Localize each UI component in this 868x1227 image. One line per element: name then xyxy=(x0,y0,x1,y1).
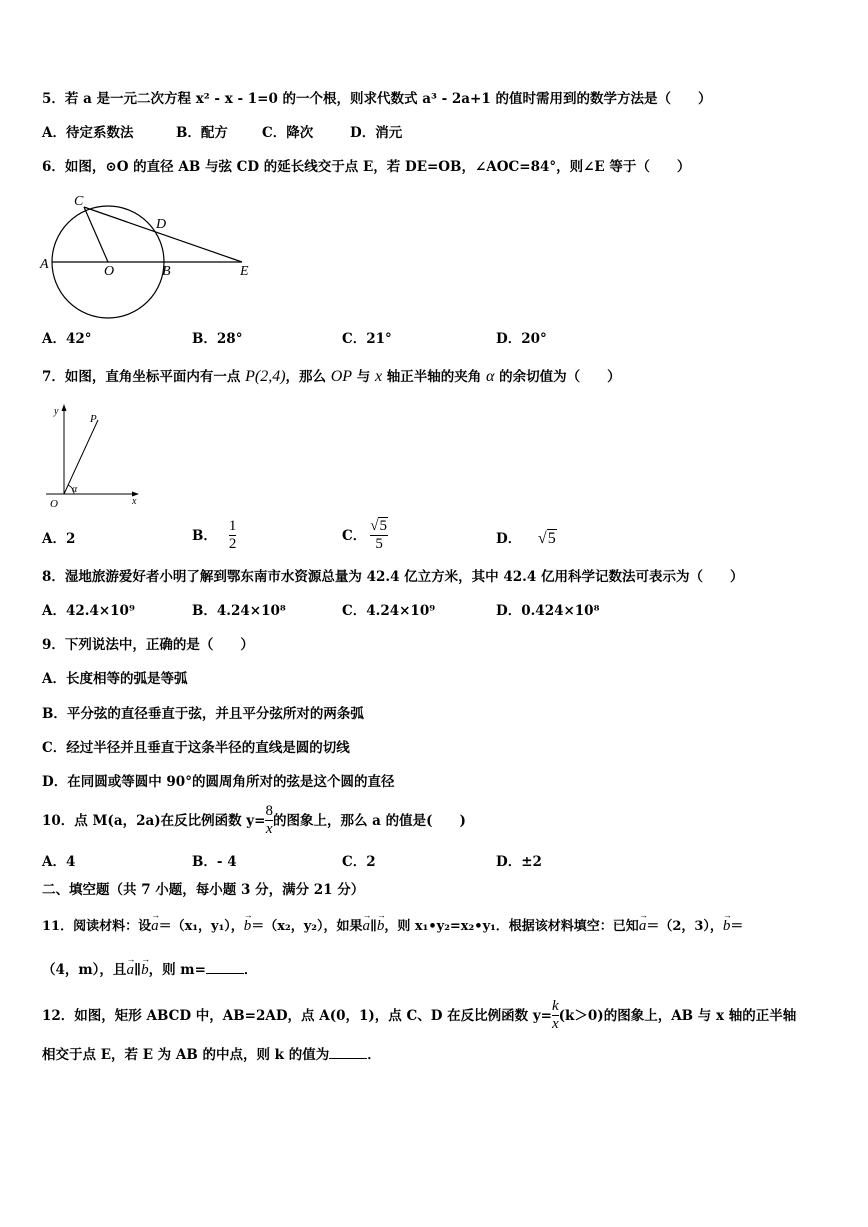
q10-stem xyxy=(42,803,466,838)
q6-option-c: C．21° xyxy=(342,331,392,347)
section-2-heading: 二、填空题（共 7 小题，每小题 3 分，满分 21 分） xyxy=(42,882,365,898)
q8-option-b: B．4.24×10⁸ xyxy=(192,603,286,619)
q11-parallel-2: ∥ xyxy=(133,962,142,978)
q6-label-e: E xyxy=(240,264,249,279)
q11-p1: 11．阅读材料：设 xyxy=(42,919,152,934)
q11-vector-a-4: → a xyxy=(126,961,134,979)
q7-option-c-label: C． xyxy=(342,527,367,544)
q8-option-c: C．4.24×10⁹ xyxy=(342,603,436,619)
q6-stem: 6．如图，⊙O 的直径 AB 与弦 CD 的延长线交于点 E，若 DE=OB，∠AOC=84°，则∠E 等于（ ） xyxy=(42,159,691,175)
q7-stem-mid1: ，那么 xyxy=(285,369,327,385)
q6-label-b: B xyxy=(162,264,171,279)
q7-option-c-num: √5 xyxy=(370,518,387,534)
q12-line1-suffix: (k＞0)的图象上，AB 与 x 轴的正半轴 xyxy=(558,1007,797,1024)
q10-stem-suffix: 的图象上，那么 a 的值是( ) xyxy=(272,812,466,829)
q6-circle-figure xyxy=(36,190,266,320)
q9-option-b: B．平分弦的直径垂直于弦，并且平分弦所对的两条弧 xyxy=(42,706,364,722)
q7-option-d-sqrt: √5 xyxy=(537,530,556,547)
q7-option-b xyxy=(192,518,236,553)
q11-line2-p1: （4，m），且 xyxy=(42,962,127,978)
q6-line-oc xyxy=(84,207,108,262)
q11-vector-b: → b xyxy=(244,917,252,935)
q12-line-1 xyxy=(42,998,796,1033)
q11-vector-b-4: → b xyxy=(141,961,149,979)
q7-option-c-den: 5 xyxy=(375,536,383,552)
q5-option-c: C．降次 xyxy=(262,125,314,141)
q11-line2-end: ． xyxy=(243,962,258,978)
q7-label-y: y xyxy=(54,406,59,417)
q7-stem-mid2: 与 xyxy=(356,369,371,385)
q11-p6: ＝（2，3）， xyxy=(646,919,723,934)
q7-option-a: A．2 xyxy=(42,531,76,547)
q7-point: P(2,4) xyxy=(245,368,286,385)
q6-option-a: A．42° xyxy=(42,331,92,347)
q12-frac-den: x xyxy=(552,1016,559,1032)
q7-option-c xyxy=(342,518,388,553)
q12-line1-prefix: 12．如图，矩形 ABCD 中，AB=2AD，点 A(0，1)，点 C、D 在反比例函数 y= xyxy=(42,1007,552,1024)
q7-option-d xyxy=(496,530,557,548)
q10-stem-prefix: 10．点 M(a，2a)在反比例函数 y= xyxy=(42,812,266,829)
q5-option-d: D．消元 xyxy=(350,125,403,141)
q5-option-a: A．待定系数法 xyxy=(42,125,134,141)
q7-stem-prefix: 7．如图，直角坐标平面内有一点 xyxy=(42,369,241,385)
q7-stem xyxy=(42,368,621,386)
q11-answer-blank[interactable] xyxy=(206,961,244,974)
q9-option-a: A．长度相等的弧是等弧 xyxy=(42,671,188,687)
q9-stem: 9．下列说法中，正确的是（ ） xyxy=(42,637,254,653)
q7-option-b-fraction xyxy=(229,518,237,553)
q6-option-b: B．28° xyxy=(192,331,243,347)
q7-option-b-num: 1 xyxy=(228,518,237,534)
q11-vector-a: → a xyxy=(151,917,159,935)
q9-option-c: C．经过半径并且垂直于这条半径的直线是圆的切线 xyxy=(42,740,350,756)
q7-label-x: x xyxy=(132,496,137,507)
q12-fraction xyxy=(552,998,559,1033)
q11-p5: ，则 x₁•y₂=x₂•y₁．根据该材料填空：已知 xyxy=(384,919,639,934)
q11-vector-a-3: → a xyxy=(639,917,647,935)
q7-stem-suffix: 的余切值为（ ） xyxy=(499,369,621,385)
q10-fraction xyxy=(265,803,273,838)
q7-option-b-label: B． xyxy=(192,527,217,544)
q11-line-1 xyxy=(42,917,743,936)
q7-stem-mid3: 轴正半轴的夹角 xyxy=(386,369,482,385)
q10-option-a: A．4 xyxy=(42,854,76,870)
q7-x: x xyxy=(374,368,383,385)
q12-answer-blank[interactable] xyxy=(329,1046,367,1059)
q7-y-arrow xyxy=(62,404,67,411)
q11-vector-a-2: → a xyxy=(363,917,371,935)
q12-line2-end: ． xyxy=(367,1047,381,1063)
q6-label-a: A xyxy=(40,257,49,272)
q11-p2: ＝（x₁，y₁）， xyxy=(158,919,244,934)
q10-frac-num: 8 xyxy=(265,803,273,819)
q10-frac-den: x xyxy=(265,821,273,837)
q12-line-2 xyxy=(42,1046,381,1064)
q7-option-d-label: D． xyxy=(496,531,522,547)
q11-line2-p3: ，则 m= xyxy=(148,962,206,978)
q11-parallel: ∥ xyxy=(370,919,377,934)
q6-label-c: C xyxy=(74,194,84,209)
q12-frac-num: k xyxy=(552,998,559,1014)
q11-p7: ＝ xyxy=(730,919,744,934)
q10-option-d: D．±2 xyxy=(496,854,542,870)
q11-vector-b-2: → b xyxy=(377,917,385,935)
q6-label-d: D xyxy=(156,217,167,232)
q12-line2-text: 相交于点 E，若 E 为 AB 的中点，则 k 的值为 xyxy=(42,1047,330,1063)
q7-label-p: P xyxy=(90,413,97,425)
q11-line-2 xyxy=(42,961,257,979)
q7-option-c-fraction xyxy=(370,518,388,553)
q7-alpha: α xyxy=(486,368,495,385)
q7-option-b-den: 2 xyxy=(228,536,237,552)
q8-option-a: A．42.4×10⁹ xyxy=(42,603,135,619)
q5-stem: 5．若 a 是一元二次方程 x² - x - 1=0 的一个根，则求代数式 a³ - 2a+1 的值时需用到的数学方法是（ ） xyxy=(42,91,712,107)
q11-vector-b-3: → b xyxy=(723,917,731,935)
q7-line-op xyxy=(64,420,98,494)
q7-label-o: O xyxy=(50,498,58,510)
q6-label-o: O xyxy=(104,264,115,279)
q8-stem: 8．湿地旅游爱好者小明了解到鄂东南市水资源总量为 42.4 亿立方米，其中 42.4 亿用科学记数法可表示为（ ） xyxy=(42,569,744,585)
q10-option-b: B．- 4 xyxy=(192,854,237,870)
q10-option-c: C．2 xyxy=(342,854,376,870)
q5-option-b: B．配方 xyxy=(176,125,228,141)
q7-axis-figure xyxy=(40,400,150,510)
q9-option-d: D．在同圆或等圆中 90°的圆周角所对的弦是这个圆的直径 xyxy=(42,774,395,790)
q7-op: OP xyxy=(330,368,353,385)
q7-label-alpha: α xyxy=(72,484,78,495)
q11-p3: ＝（x₂，y₂），如果 xyxy=(251,919,363,934)
q6-option-d: D．20° xyxy=(496,331,547,347)
q8-option-d: D．0.424×10⁸ xyxy=(496,603,600,619)
